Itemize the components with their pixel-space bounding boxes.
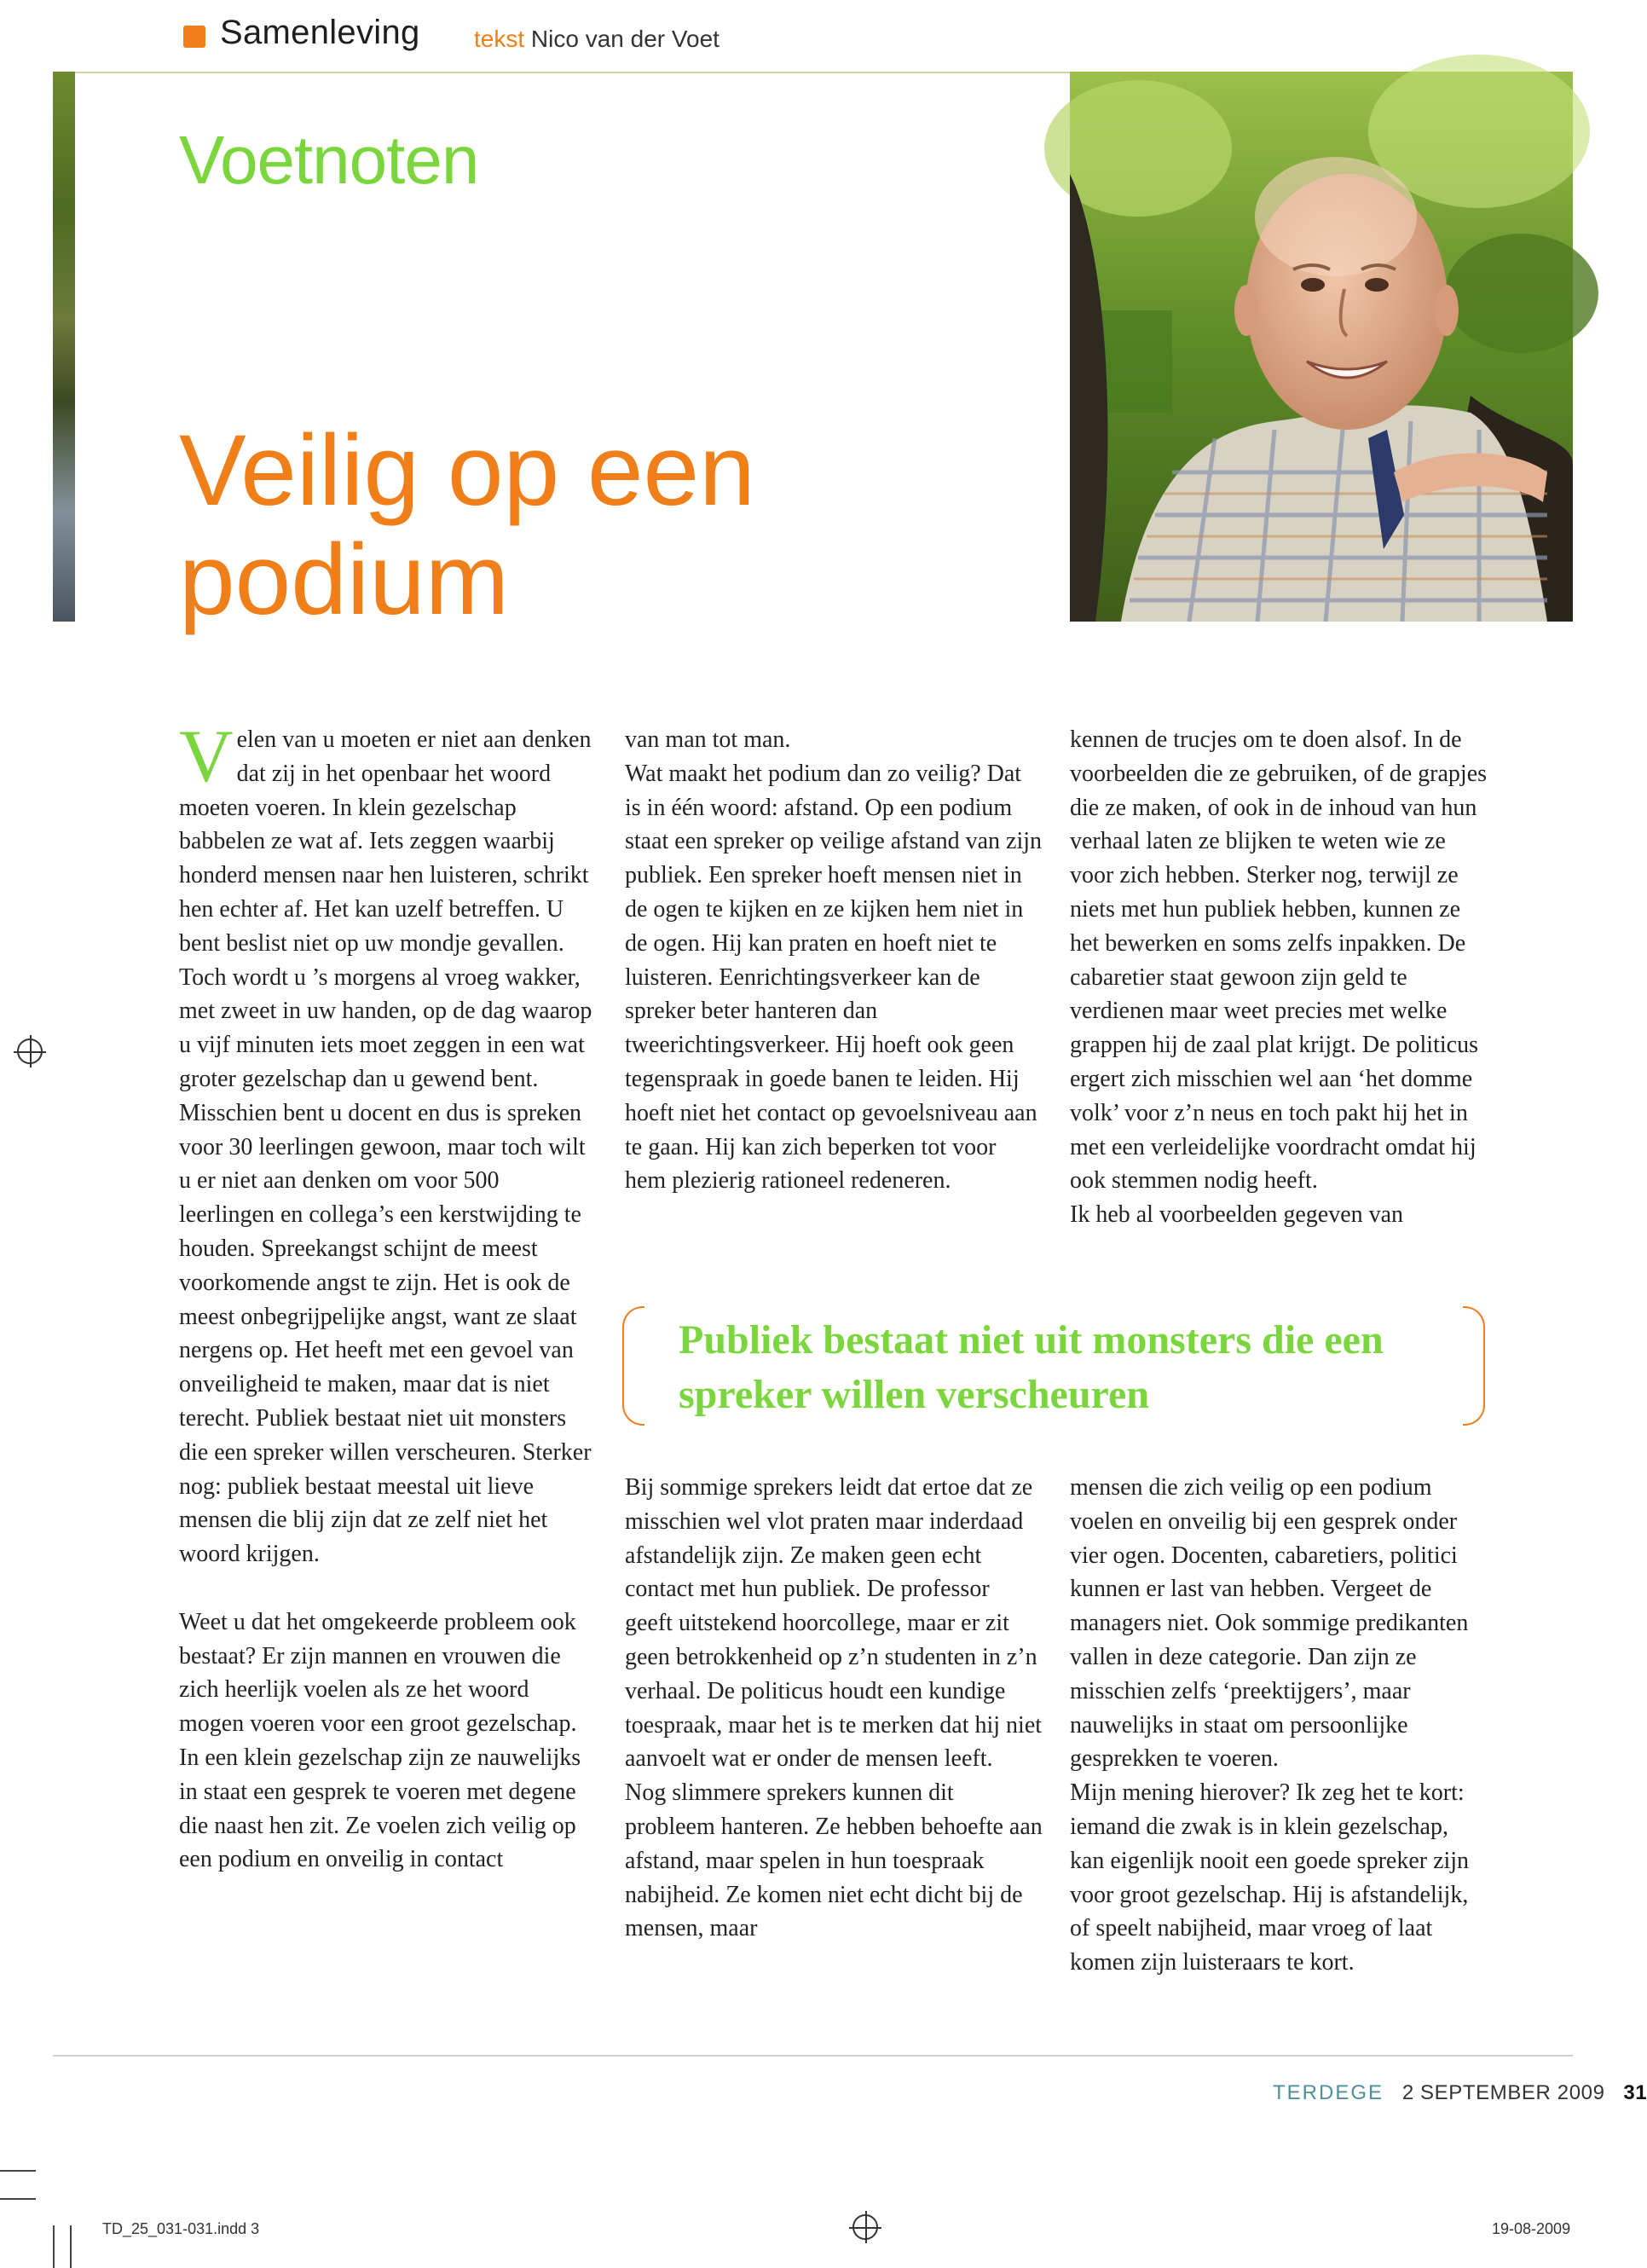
paragraph: Wat maakt het podium dan zo veilig? Dat is in één woord: afstand. Op een podium staat een spreker op veilige afstand van zijn publiek. Een spreker hoeft mensen niet in de ogen te kijken en ze kijken hem niet in de ogen. Hij kan praten en hoeft niet te luisteren. Eenrichtingsverkeer kan de spreker beter hanteren dan tweerichtingsverkeer. Hij hoeft ook geen tegenspraak in goede banen te leiden. Hij hoeft niet het contact op gevoelsniveau aan te gaan. Hij kan zich beperken tot voor hem plezierig rationeel redeneren. (625, 760, 1043, 1195)
pull-quote (622, 1306, 1485, 1426)
article-column-2-top (625, 723, 1043, 1198)
paragraph: Weet u dat het omgekeerde probleem ook bestaat? Er zijn mannen en vrouwen die zich heerlijk voelen als ze het woord mogen voeren voor een groot gezelschap. In een klein gezelschap zijn ze nauwelijks in staat een gesprek te voeren met degene die naast hen zit. Ze voelen zich veilig op een podium en onveilig in contact (179, 1608, 581, 1873)
page-footer (1273, 2081, 1647, 2105)
byline-label: tekst (474, 26, 525, 52)
registration-mark-icon (852, 2214, 878, 2240)
crop-mark (0, 2170, 36, 2172)
drop-cap: V (179, 715, 234, 798)
article-column-1 (179, 715, 597, 1877)
paragraph: Bij sommige sprekers leidt dat ertoe dat ze misschien wel vlot praten maar inderdaad afstandelijk zijn. Ze maken geen echt contact met hun publiek. De professor geeft uitstekend hoorcollege, maar er zit geen betrokkenheid op z’n studenten in z’n verhaal. De politicus houdt een kundige toespraak, maar het is te merken dat hij niet aanvoelt wat er onder de mensen leeft. (625, 1474, 1043, 1773)
paragraph: mensen die zich veilig op een podium voelen en onveilig bij een gesprek onder vier ogen. Docenten, cabaretiers, politici kunnen er last van hebben. Vergeet de managers niet. Ook sommige predikanten vallen in deze categorie. Dan zijn ze misschien zelfs ‘preektijgers’, maar nauwelijks in staat om persoonlijke gesprekken te voeren. (1070, 1474, 1469, 1773)
footer-rule (53, 2055, 1573, 2057)
paragraph: kennen de trucjes om te doen alsof. In de voorbeelden die ze gebruiken, of de grapjes die ze maken, of ook in de inhoud van hun verhaal laten ze blijken te weten wie ze voor zich hebben. Sterker nog, terwijl ze niets met hun publiek hebben, kunnen ze het bewerken en soms zelfs inpakken. De cabaretier staat gewoon zijn geld te verdienen maar weet precies met welke grappen hij de zaal plat krijgt. De politicus ergert zich misschien wel aan ‘het domme volk’ voor z’n neus en toch pakt hij het in met een verleidelijke voordracht omdat hij ook stemmen nodig heeft. (1070, 726, 1488, 1195)
left-photo-edge (53, 72, 75, 622)
crop-mark (0, 2198, 36, 2200)
registration-mark-icon (17, 1039, 43, 1064)
paragraph: Nog slimmere sprekers kunnen dit probleem hanteren. Ze hebben behoefte aan afstand, maar spelen in hun toespraak nabijheid. Ze komen niet echt dicht bij de mensen, maar (625, 1779, 1043, 1942)
paragraph: van man tot man. (625, 726, 791, 753)
quote-bracket-left (622, 1306, 644, 1426)
magazine-name: TERDEGE (1273, 2081, 1384, 2104)
pull-quote-text: Publiek bestaat niet uit monsters die een spreker willen verscheuren (679, 1317, 1384, 1417)
paragraph: Ik heb al voorbeelden gegeven van (1070, 1201, 1404, 1229)
article-column-3-top (1070, 723, 1488, 1232)
slug-date: 19-08-2009 (1492, 2220, 1571, 2237)
author-photo (1070, 72, 1573, 622)
slug-filename: TD_25_031-031.indd 3 (102, 2220, 260, 2237)
crop-mark (70, 2225, 72, 2268)
page-number: 31 (1623, 2081, 1647, 2104)
issue-date: 2 SEPTEMBER 2009 (1401, 2081, 1605, 2104)
paragraph-text: elen van u moeten er niet aan denken dat zij in het openbaar het woord moeten voeren. In klein gezelschap babbelen ze wat af. Iets zeggen waarbij honderd mensen naar hen luisteren, schrikt hen echter af. Het kan uzelf betreffen. U bent beslist niet op uw mondje gevallen. Toch wordt u ’s morgens al vroeg wakker, met zweet in uw handen, op de dag waarop u vijf minuten iets moet zeggen in een wat groter gezelschap dan u gewend bent. Misschien bent u docent en dus is spreken voor 30 leerlingen gewoon, maar toch wilt u er niet aan denken om voor 500 leerlingen en collega’s een kerstwijding te houden. Spreekangst schijnt de meest voorkomende angst te zijn. Het is ook de meest onbegrijpelijke angst, want ze slaat nergens op. Het heeft met een gevoel van onveiligheid te maken, maar dat is niet terecht. Publiek bestaat niet uit monsters die een spreker willen verscheuren. Sterker nog: publiek bestaat meestal uit lieve mensen die blij zijn dat ze zelf niet het woord krijgen. (179, 726, 592, 1568)
paragraph (179, 715, 597, 1571)
paragraph: Mijn mening hierover? Ik zeg het te kort: iemand die zwak is in klein gezelschap, kan eigenlijk nooit een goede spreker zijn voor groot gezelschap. Hij is afstandelijk, of speelt nabijheid, maar vroeg of laat komen zijn luisteraars te kort. (1070, 1779, 1470, 1976)
byline (474, 26, 719, 53)
article-column-2-bottom (625, 1471, 1043, 1946)
author-name: Nico van der Voet (530, 26, 719, 52)
article-column-3-bottom (1070, 1471, 1488, 1980)
author-portrait-illustration (1070, 72, 1573, 622)
quote-bracket-right (1463, 1306, 1485, 1426)
section-marker (183, 26, 205, 48)
section-title: Samenleving (220, 14, 420, 51)
article-headline: Veilig op een podium (179, 414, 755, 636)
column-kicker: Voetnoten (179, 122, 479, 198)
crop-mark (53, 2225, 55, 2268)
